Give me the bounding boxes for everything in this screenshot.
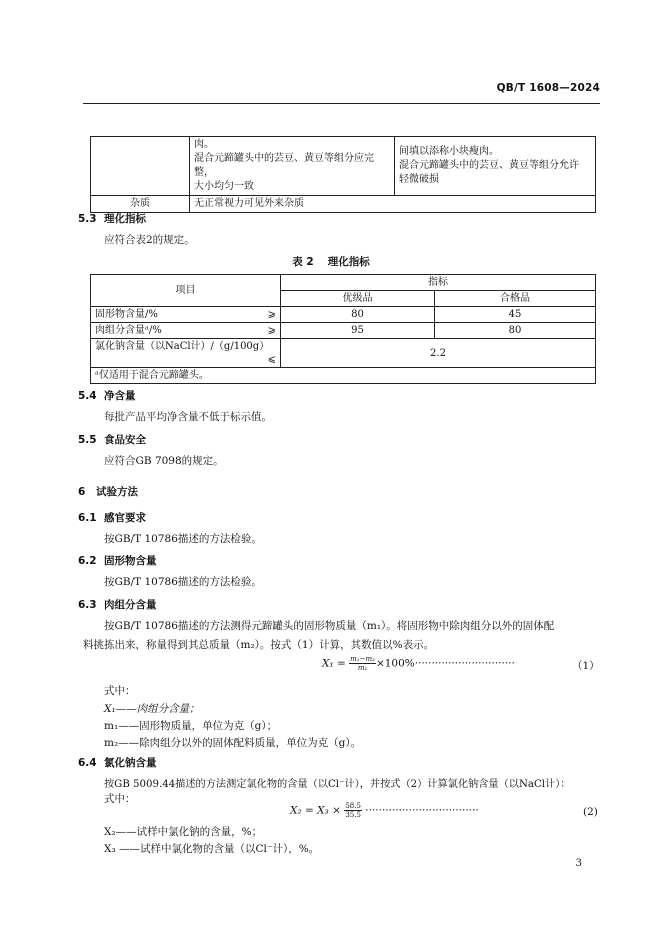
table-cell: 80 bbox=[281, 307, 435, 323]
table-cell: 肉组分含量ᵃ/% ⩾ bbox=[91, 323, 281, 339]
table-footnote: ᵃ仅适用于混合元蹄罐头。 bbox=[91, 368, 596, 384]
cell-line: 轻微破损 bbox=[399, 174, 439, 185]
paragraph: 按GB 5009.44描述的方法测定氯化物的含量（以Cl⁻计），并按式（2）计算氯化钠含量（以NaCl计）： bbox=[104, 779, 571, 790]
section-heading: 5.3 理化指标 bbox=[78, 213, 146, 225]
paragraph: 应符合GB 7098的规定。 bbox=[104, 455, 224, 467]
formula-label: (2) bbox=[583, 806, 598, 818]
table-row bbox=[91, 196, 596, 213]
paragraph: 按GB/T 10786描述的方法检验。 bbox=[104, 576, 262, 588]
sensory-table bbox=[90, 136, 596, 213]
formula-1: X₁ = $\frac{\text{m₁−m₂}}{\text{m₁}}$ ×100%······························ bbox=[322, 655, 515, 672]
cell-line: 肉。 bbox=[194, 139, 214, 150]
table-row bbox=[91, 339, 596, 368]
variable-definition: m₂——除肉组分以外的固体配料质量，单位为克（g）。 bbox=[104, 737, 362, 749]
section-heading: 5.4 净含量 bbox=[78, 390, 136, 402]
formula-2: X₂ = X₃ × $\frac{58.5}{35.5}$ ·································· bbox=[290, 802, 479, 819]
table-row bbox=[91, 368, 596, 384]
cell-line: 混合元蹄罐头中的芸豆、黄豆等组分允许 bbox=[399, 160, 579, 171]
table-cell: 80 bbox=[435, 323, 596, 339]
table-header: 合格品 bbox=[435, 291, 596, 307]
table-cell: 固形物含量/% ⩾ bbox=[91, 307, 281, 323]
section-heading: 6.3 肉组分含量 bbox=[78, 599, 157, 611]
table-header: 项目 bbox=[91, 275, 281, 307]
variable-definition: X₁——肉组分含量； bbox=[104, 703, 200, 715]
table-cell bbox=[190, 137, 395, 196]
chapter-heading: 6 试验方法 bbox=[78, 486, 138, 498]
cell-line: 间填以添称小块瘦肉。 bbox=[399, 146, 499, 157]
table-cell: 45 bbox=[435, 307, 596, 323]
cell-line: 混合元蹄罐头中的芸豆、黄豆等组分应完整， bbox=[194, 153, 374, 178]
section-heading: 6.1 感官要求 bbox=[78, 512, 146, 524]
table-row bbox=[91, 137, 596, 196]
header-rule bbox=[83, 103, 600, 104]
table-cell: 2.2 bbox=[281, 339, 596, 368]
paragraph: 应符合表2的规定。 bbox=[104, 234, 195, 246]
table-cell bbox=[91, 137, 190, 196]
cell-line: 大小均匀一致 bbox=[194, 181, 254, 192]
paragraph: 料挑拣出来，称量得到其总质量（m₂）。按式（1）计算，其数值以%表示。 bbox=[83, 639, 435, 651]
table-header: 优级品 bbox=[281, 291, 435, 307]
table-row bbox=[91, 323, 596, 339]
paragraph: 按GB/T 10786描述的方法测得元蹄罐头的固形物质量（m₁）。将固形物中除肉组分以外的固体配 bbox=[104, 620, 555, 632]
table-cell: 无正常视力可见外来杂质 bbox=[190, 196, 596, 213]
table-caption: 表 2 理化指标 bbox=[292, 256, 370, 268]
page-number: 3 bbox=[575, 858, 582, 869]
table-cell: 杂质 bbox=[91, 196, 190, 213]
section-heading: 6.4 氯化钠含量 bbox=[78, 757, 157, 769]
variable-definition: X₂——试样中氯化钠的含量，%； bbox=[104, 826, 263, 838]
table-row bbox=[91, 275, 596, 291]
physicochemical-table bbox=[90, 274, 596, 384]
variable-definition: m₁——固形物质量，单位为克（g）； bbox=[104, 720, 278, 732]
paragraph: 每批产品平均净含量不低于标示值。 bbox=[104, 411, 272, 423]
where-label: 式中： bbox=[104, 793, 136, 805]
variable-definition: X₃ ——试样中氯化物的含量（以Cl⁻计），%。 bbox=[104, 843, 320, 855]
formula-label: （1） bbox=[572, 660, 600, 672]
section-heading: 6.2 固形物含量 bbox=[78, 555, 157, 567]
table-header: 指标 bbox=[281, 275, 596, 291]
paragraph: 按GB/T 10786描述的方法检验。 bbox=[104, 533, 262, 545]
table-cell bbox=[395, 137, 596, 196]
table-cell: 氯化钠含量（以NaCl计）/（g/100g） ⩽ bbox=[91, 339, 281, 368]
table-cell: 95 bbox=[281, 323, 435, 339]
table-row bbox=[91, 307, 596, 323]
where-label: 式中： bbox=[104, 685, 136, 697]
section-heading: 5.5 食品安全 bbox=[78, 434, 146, 446]
standard-number: QB/T 1608—2024 bbox=[496, 82, 600, 94]
